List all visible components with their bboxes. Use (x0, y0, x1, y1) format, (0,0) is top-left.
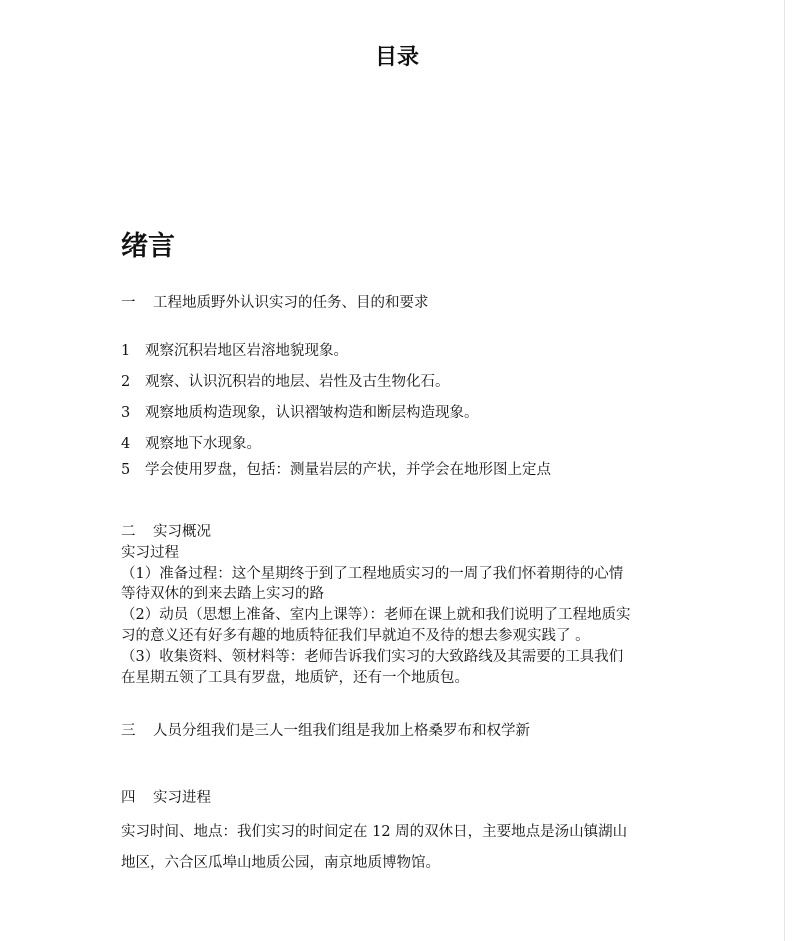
paragraph-line: 习的意义还有好多有趣的地质特征我们早就迫不及待的想去参观实践了 。 (121, 628, 590, 644)
section-3-heading (121, 719, 530, 740)
section-2-subtitle: 实习过程 (121, 545, 179, 561)
section-1-heading (121, 291, 429, 312)
paragraph-line: （1）准备过程：这个星期终于到了工程地质实习的一周了我们怀着期待的心情 (121, 566, 624, 582)
section-4-heading (121, 786, 211, 807)
list-item (121, 458, 551, 479)
section-1-number: 一 (121, 295, 136, 311)
section-2-number: 二 (121, 524, 136, 540)
list-item-text: 观察地下水现象。 (145, 436, 261, 452)
paragraph-line: （2）动员（思想上准备、室内上课等）：老师在课上就和我们说明了工程地质实 (121, 607, 631, 623)
section-2-title: 实习概况 (153, 524, 211, 540)
section-3-number: 三 (121, 723, 136, 739)
list-item-number: 4 (121, 436, 131, 452)
list-item-number: 2 (121, 374, 131, 390)
paragraph-line: 地区，六合区瓜埠山地质公园，南京地质博物馆。 (121, 855, 440, 871)
toc-title: 目录 (374, 44, 419, 70)
section-1-title: 工程地质野外认识实习的任务、目的和要求 (153, 295, 429, 311)
paragraph-line: 等待双休的到来去踏上实习的路 (121, 586, 324, 602)
list-item (121, 370, 450, 391)
list-item-number: 5 (121, 462, 131, 478)
paragraph-line: 实习时间、地点：我们实习的时间定在 12 周的双休日，主要地点是汤山镇湖山 (121, 824, 628, 840)
chapter-heading: 绪言 (121, 231, 175, 262)
list-item-text: 观察地质构造现象，认识褶皱构造和断层构造现象。 (145, 405, 479, 421)
list-item (121, 432, 261, 453)
page-edge-divider (784, 0, 785, 941)
section-4-number: 四 (121, 790, 136, 806)
section-2-heading (121, 520, 211, 541)
paragraph-line: （3）收集资料、领材料等：老师告诉我们实习的大致路线及其需要的工具我们 (121, 649, 624, 665)
list-item-text: 观察、认识沉积岩的地层、岩性及古生物化石。 (145, 374, 450, 390)
list-item (121, 401, 479, 422)
list-item-text: 学会使用罗盘，包括：测量岩层的产状，并学会在地形图上定点 (145, 462, 551, 478)
list-item (121, 339, 348, 360)
paragraph-line: 在星期五领了工具有罗盘，地质铲，还有一个地质包。 (121, 670, 469, 686)
list-item-text: 观察沉积岩地区岩溶地貌现象。 (145, 343, 348, 359)
list-item-number: 1 (121, 343, 131, 359)
section-4-title: 实习进程 (153, 790, 211, 806)
list-item-number: 3 (121, 405, 131, 421)
section-3-title: 人员分组我们是三人一组我们组是我加上格桑罗布和权学新 (153, 723, 530, 739)
